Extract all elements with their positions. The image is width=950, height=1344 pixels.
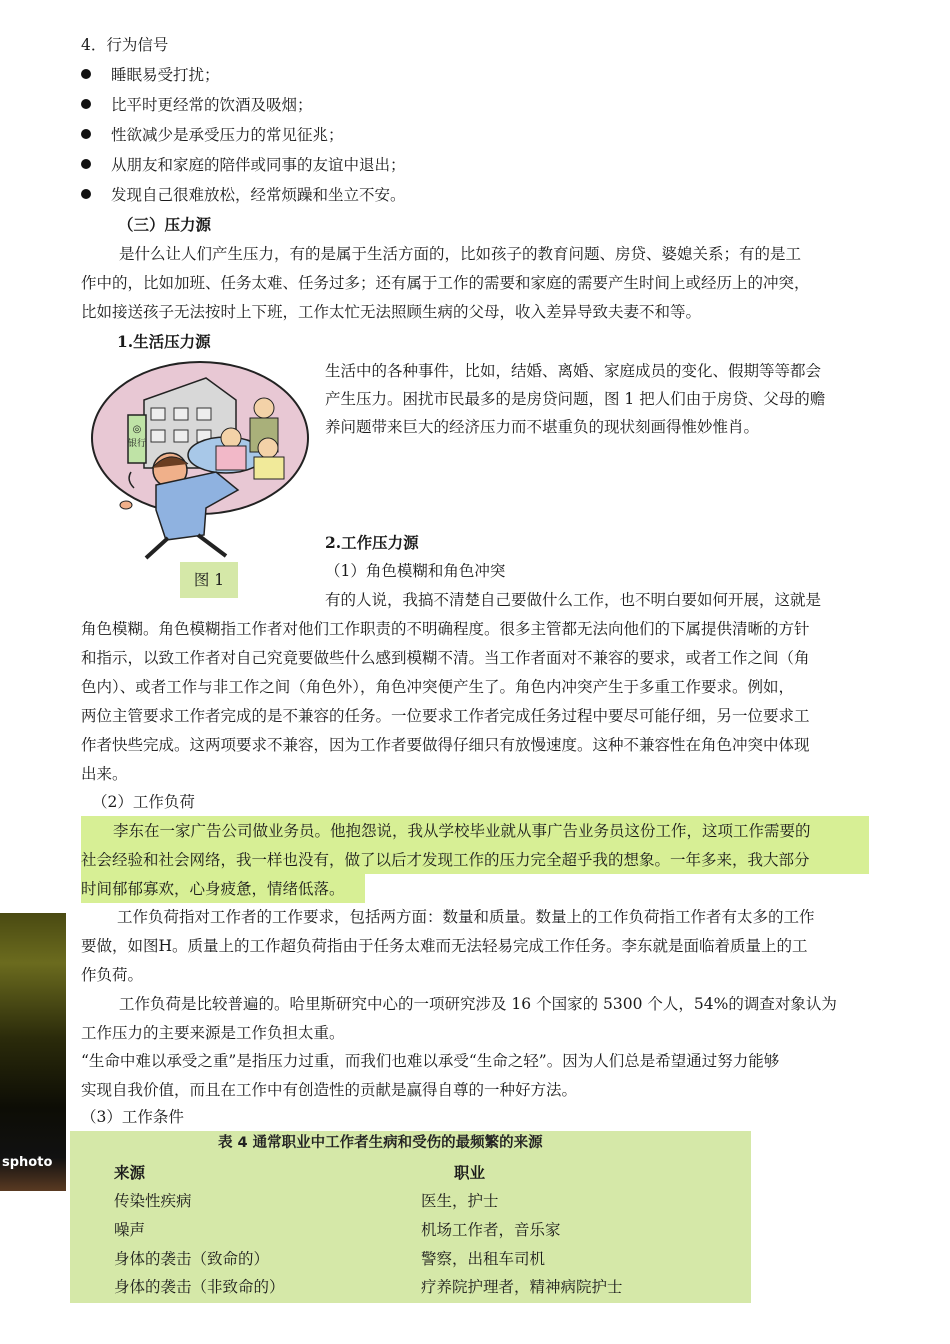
photo-watermark: sphoto (2, 1155, 53, 1170)
table-cell: 身体的袭击（致命的） (114, 1250, 270, 1268)
figure-caption: 图 1 (180, 562, 238, 598)
table-cell: 噪声 (114, 1221, 146, 1239)
subheading-work-stress: 2.工作压力源 (325, 533, 419, 552)
bullet-icon (81, 129, 91, 139)
paragraph-line: “生命中难以承受之重”是指压力过重，而我们也难以承受“生命之轻”。因为人们总是希望通过努力能够 (81, 1052, 780, 1070)
bullet-icon (81, 99, 91, 109)
paragraph-line: 两位主管要求工作者完成的是不兼容的任务。一位要求工作者完成任务过程中要尽可能仔细，另一位要求工 (81, 707, 810, 725)
list-item (81, 183, 406, 205)
table-cell: 机场工作者，音乐家 (421, 1221, 561, 1239)
table-header-source: 来源 (114, 1163, 146, 1182)
case-line: 社会经验和社会网络，我一样也没有，做了以后才发现工作的压力完全超乎我的想象。一年多来，我大部分 (81, 851, 810, 869)
table-cell: 医生，护士 (421, 1192, 499, 1210)
bank-sign-char-1: ◎ (132, 424, 142, 435)
bank-sign-text: 银行 (127, 439, 147, 449)
paragraph-line: 生活中的各种事件，比如，结婚、离婚、家庭成员的变化、假期等等都会 (325, 362, 822, 380)
paragraph-line: 产生压力。困扰市民最多的是房贷问题，图 1 把人们由于房贷、父母的赡 (325, 390, 826, 408)
paragraph-line: 和指示，以致工作者对自己究竟要做些什么感到模糊不清。当工作者面对不兼容的要求，或者工作之间（角 (81, 649, 810, 667)
list-item-text: 发现自己很难放松，经常烦躁和坐立不安。 (111, 186, 406, 204)
case-line: 李东在一家广告公司做业务员。他抱怨说，我从学校毕业就从事广告业务员这份工作，这项工作需要的 (113, 822, 811, 840)
table-cell: 警察，出租车司机 (421, 1250, 546, 1268)
list-item (81, 123, 344, 145)
bullet-icon (81, 189, 91, 199)
figure-1-illustration (86, 360, 316, 565)
subheading-work-load: （2）工作负荷 (92, 793, 195, 811)
section-heading-behavior-signals: 4．行为信号 (81, 36, 169, 54)
list-item-text: 从朋友和家庭的陪伴或同事的友谊中退出； (111, 156, 406, 174)
subheading-life-stress: 1.生活压力源 (117, 332, 211, 351)
table-title: 表 4 通常职业中工作者生病和受伤的最频繁的来源 (218, 1135, 543, 1151)
paragraph-line: 有的人说，我搞不清楚自己要做什么工作，也不明白要如何开展，这就是 (325, 591, 822, 609)
section-heading-stress-sources: （三）压力源 (118, 215, 212, 234)
paragraph-line: 工作压力的主要来源是工作负担太重。 (81, 1024, 345, 1042)
list-item-text: 睡眠易受打扰； (111, 66, 220, 84)
case-line: 时间郁郁寡欢，心身疲惫，情绪低落。 (81, 880, 345, 898)
table-cell: 身体的袭击（非致命的） (114, 1278, 285, 1296)
subheading-work-conditions: （3）工作条件 (81, 1108, 184, 1126)
paragraph-line: 角色模糊。角色模糊指工作者对他们工作职责的不明确程度。很多主管都无法向他们的下属提供清晰的方针 (81, 620, 810, 638)
paragraph-line: 作者快些完成。这两项要求不兼容，因为工作者要做得仔细只有放慢速度。这种不兼容性在角色冲突中体现 (81, 736, 810, 754)
paragraph-line: 是什么让人们产生压力，有的是属于生活方面的，比如孩子的教育问题、房贷、婆媳关系；有的是工 (119, 245, 802, 263)
subheading-role-ambiguity: （1）角色模糊和角色冲突 (325, 562, 506, 580)
table-header-occupation: 职业 (454, 1163, 486, 1182)
list-item (81, 153, 406, 175)
list-item-text: 性欲减少是承受压力的常见征兆； (111, 126, 344, 144)
paragraph-line: 养问题带来巨大的经济压力而不堪重负的现状刻画得惟妙惟肖。 (325, 418, 760, 436)
bullet-icon (81, 69, 91, 79)
list-item-text: 比平时更经常的饮酒及吸烟； (111, 96, 313, 114)
side-photo (0, 913, 66, 1191)
paragraph-line: 实现自我价值，而且在工作中有创造性的贡献是赢得自尊的一种好方法。 (81, 1081, 578, 1099)
list-item (81, 63, 220, 85)
paragraph-line: 出来。 (81, 765, 128, 783)
table-cell: 疗养院护理者，精神病院护士 (421, 1278, 623, 1296)
paragraph-line: 色内）、或者工作与非工作之间（角色外），角色冲突便产生了。角色内冲突产生于多重工作要求。例如， (81, 678, 795, 696)
bullet-icon (81, 159, 91, 169)
paragraph-line: 要做，如图H。质量上的工作超负荷指由于任务太难而无法轻易完成工作任务。李东就是面临着质量上的工 (81, 937, 808, 955)
paragraph-line: 工作负荷指对工作者的工作要求，包括两方面：数量和质量。数量上的工作负荷指工作者有太多的工作 (117, 908, 815, 926)
paragraph-line: 作负荷。 (81, 966, 144, 984)
list-item (81, 93, 313, 115)
table-cell: 传染性疾病 (114, 1192, 192, 1210)
paragraph-line: 作中的，比如加班、任务太难、任务过多；还有属于工作的需要和家庭的需要产生时间上或经历上的冲突， (81, 274, 810, 292)
paragraph-line: 比如接送孩子无法按时上下班，工作太忙无法照顾生病的父母，收入差异导致夫妻不和等。 (81, 303, 702, 321)
paragraph-line: 工作负荷是比较普遍的。哈里斯研究中心的一项研究涉及 16 个国家的 5300 个人，54%的调查对象认为 (119, 995, 837, 1013)
